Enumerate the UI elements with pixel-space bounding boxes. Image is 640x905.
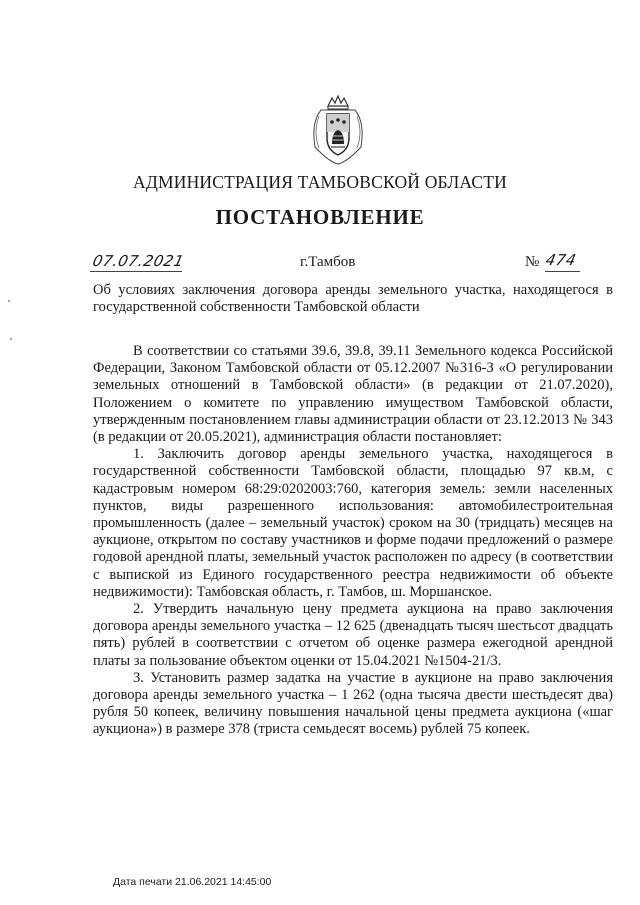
- document-type-title: ПОСТАНОВЛЕНИЕ: [215, 205, 425, 229]
- document-body: [93, 343, 613, 739]
- document-subject: Об условиях заключения договора аренды земельного участка, находящегося в государственной собственности Тамбовской области: [93, 282, 613, 315]
- clause-paragraph: 3. Установить размер задатка на участие в аукционе на право заключения договора аренды земельного участка – 1 262 (одна тысяча двести шестьдесят два) рубля 50 копеек, величину повышения начальной цены предмета аукциона («шаг аукциона») в размере 378 (триста семьдесят восемь) рублей 75 копеек.: [93, 669, 613, 738]
- agency-title: АДМИНИСТРАЦИЯ ТАМБОВСКОЙ ОБЛАСТИ: [133, 172, 507, 192]
- print-date-footer: Дата печати 21.06.2021 14:45:00: [113, 876, 272, 888]
- handwritten-date: 07.07.2021: [91, 252, 186, 270]
- date-underline: [90, 271, 182, 272]
- number-label: №: [525, 254, 540, 270]
- preamble-paragraph: В соответствии со статьями 39.6, 39.8, 39.11 Земельного кодекса Российской Федерации, Законом Тамбовской области от 05.12.2007 №316-З «О регулировании земельных отношений в Тамбовской области» (в редакции от 21.07.2020), Положением о комитете по управлению имуществом Тамбовской области, утвержденным постановлением главы администрации области от 23.12.2013 № 343 (в редакции от 20.05.2021), администрация области постановляет:: [93, 343, 613, 446]
- dateline: [0, 252, 640, 276]
- tambov-coat-of-arms-icon: [299, 92, 377, 166]
- number-underline: [545, 271, 580, 272]
- clause-paragraph: 1. Заключить договор аренды земельного участка, находящегося в государственной собственности Тамбовской области, площадью 97 кв.м, с кадастровым номером 68:29:0202003:760, категория земель: земли населенных пунктов, виды разрешенного использования: автомобилестроительная промышленность (далее – земельный участок) сроком на 30 (тридцать) месяцев на аукционе, открытом по составу участников и форме подачи предложений о размере годовой арендной платы, земельный участок расположен по адресу (в соответствии с выпиской из Единого государственного реестра недвижимости об объекте недвижимости): Тамбовская область, г. Тамбов, ш. Моршанское.: [93, 446, 613, 600]
- city-label: г.Тамбов: [300, 254, 356, 270]
- scan-speck: [8, 300, 10, 302]
- scan-speck: [10, 338, 12, 340]
- handwritten-number: 474: [544, 251, 579, 269]
- clause-paragraph: 2. Утвердить начальную цену предмета аукциона на право заключения договора аренды земельного участка – 12 625 (двенадцать тысяч шестьсот двадцать пять) рублей в соответствии с отчетом об оценке размера ежегодной арендной платы за пользование объектом оценки от 15.04.2021 №1504-21/3.: [93, 601, 613, 669]
